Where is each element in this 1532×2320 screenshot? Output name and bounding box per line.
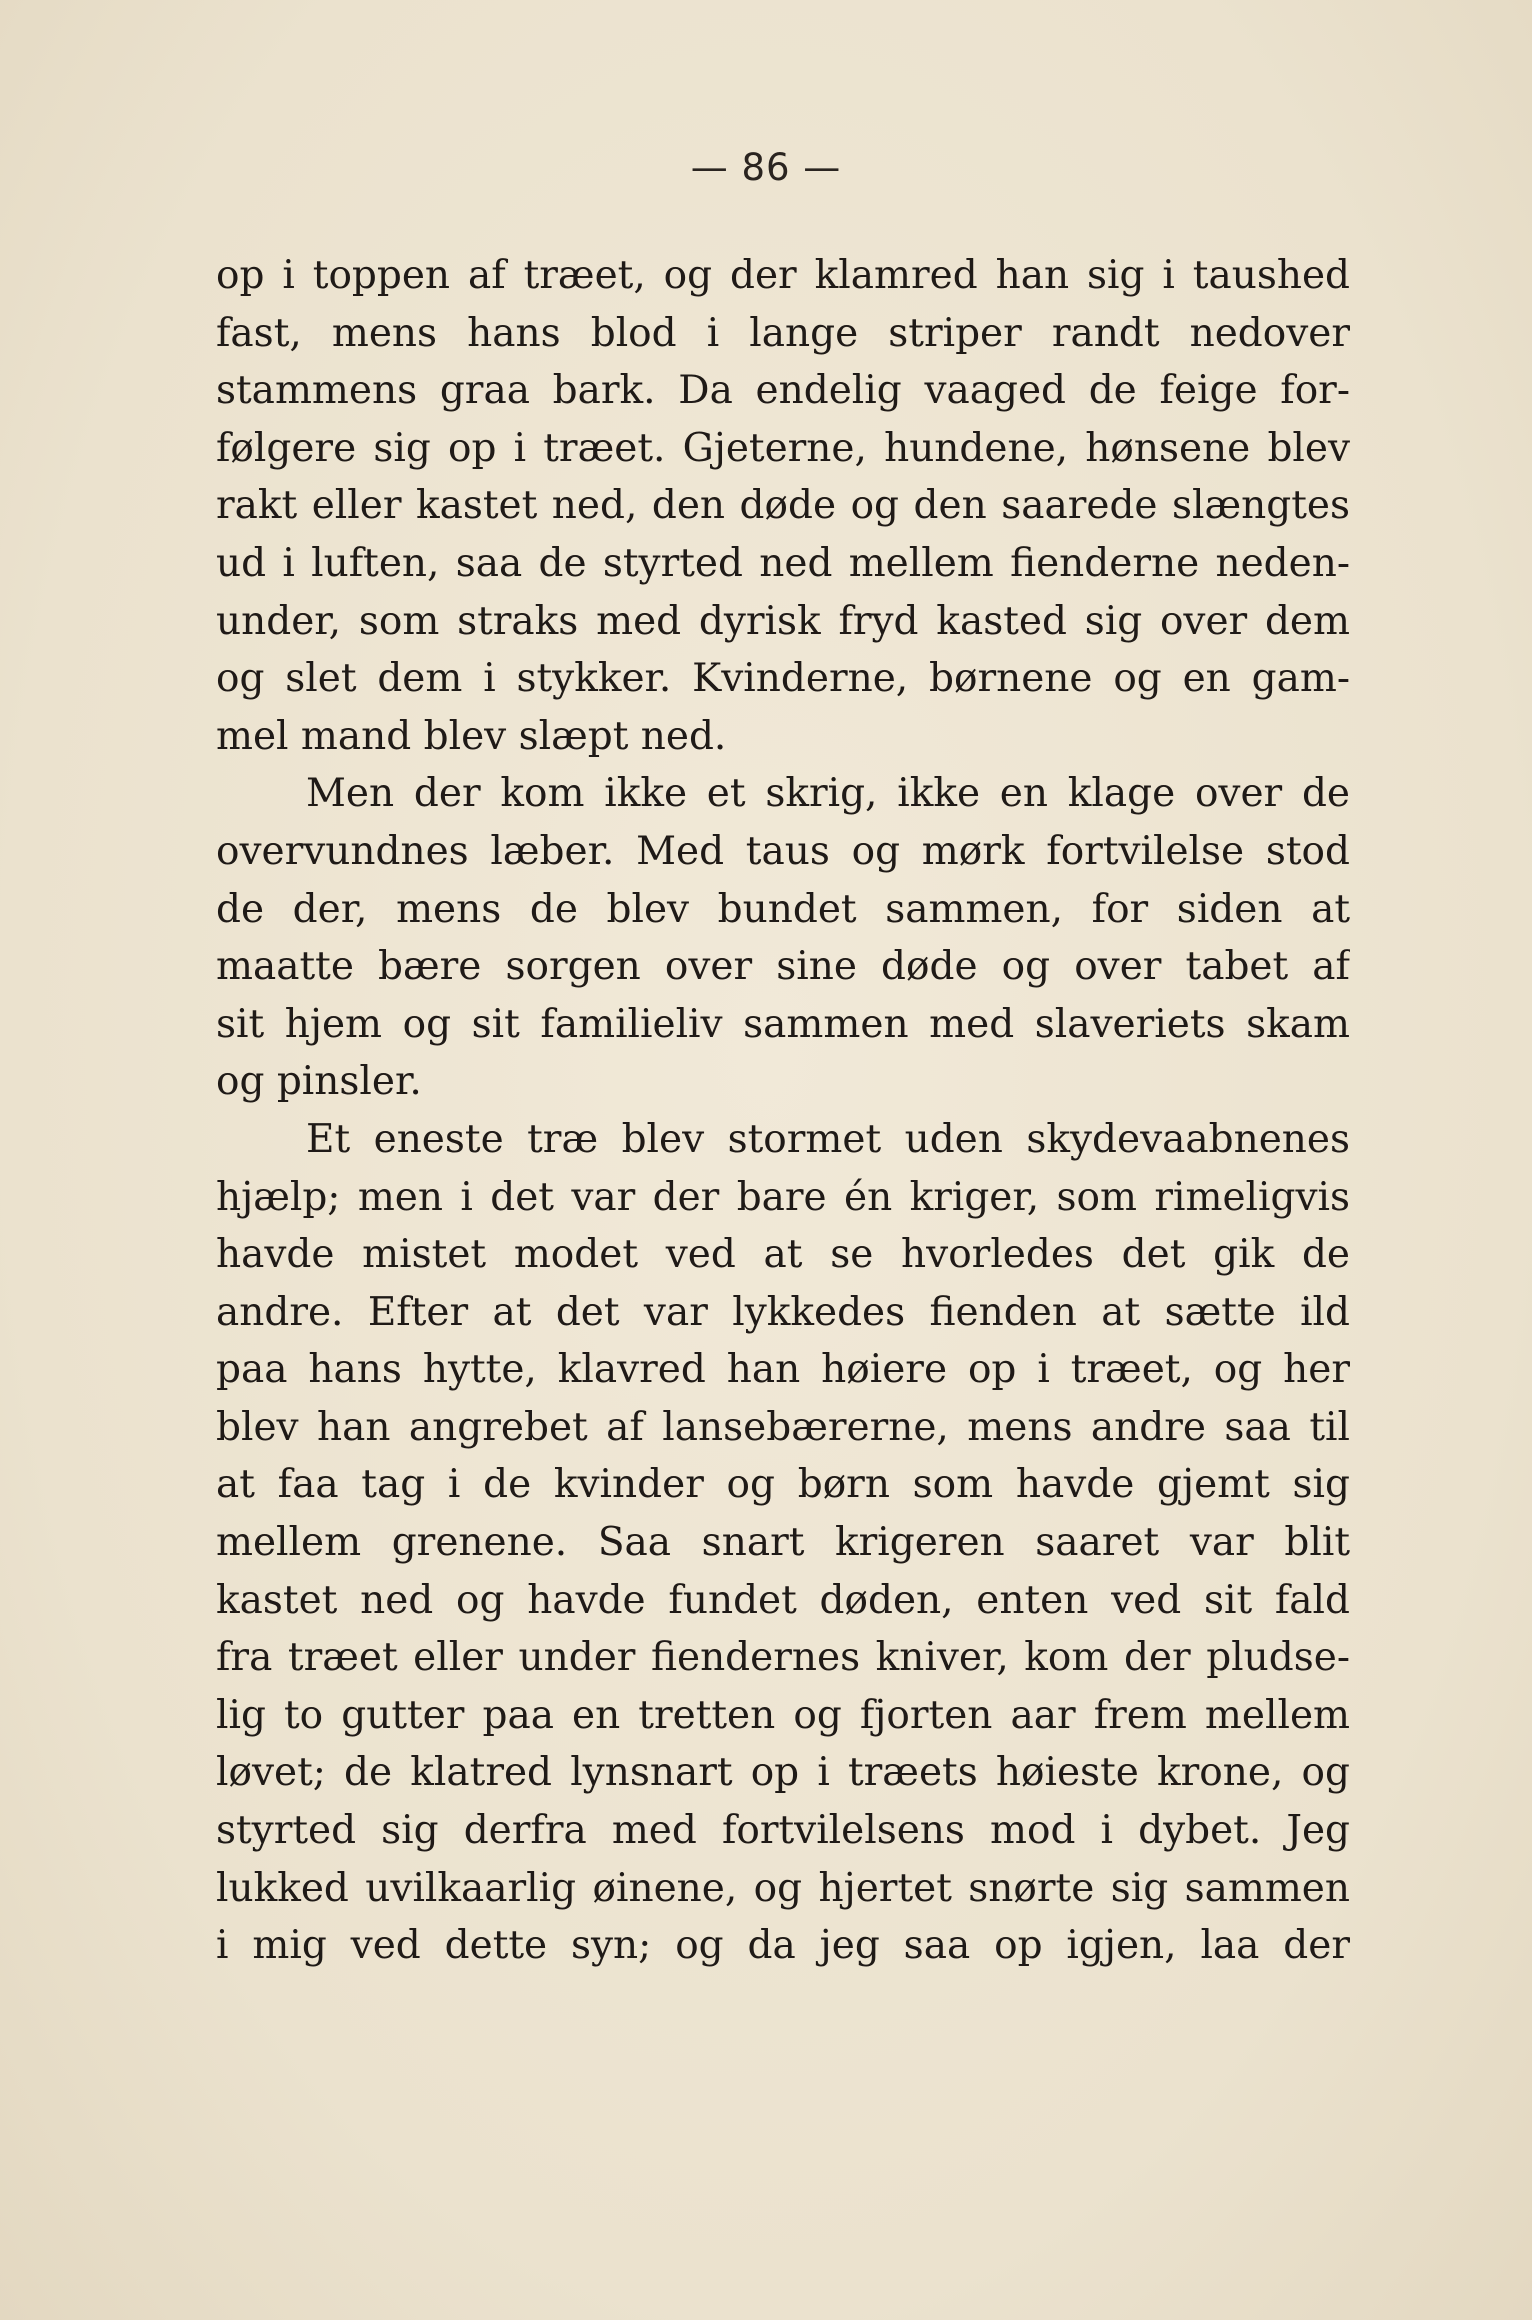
text-line: maatte bære sorgen over sine døde og over tabet af xyxy=(216,944,1350,990)
text-line: Et eneste træ blev stormet uden skydevaabnenes xyxy=(306,1116,1350,1162)
text-line: kastet ned og havde fundet døden, enten ved sit fald xyxy=(216,1577,1350,1623)
text-line: ud i luften, saa de styrted ned mellem fienderne neden- xyxy=(216,540,1350,586)
text-line: at faa tag i de kvinder og børn som havde gjemt sig xyxy=(216,1462,1350,1508)
text-line: mellem grenene. Saa snart krigeren saaret var blit xyxy=(216,1520,1350,1566)
body-text xyxy=(216,247,1350,1975)
paragraph xyxy=(216,1111,1350,1975)
text-line: følgere sig op i træet. Gjeterne, hundene, hønsene blev xyxy=(216,425,1350,471)
page-number: — 86 — xyxy=(690,146,842,189)
text-line: rakt eller kastet ned, den døde og den saarede slængtes xyxy=(216,483,1350,529)
text-line: og pinsler. xyxy=(216,1059,422,1105)
text-line: mel mand blev slæpt ned. xyxy=(216,713,727,759)
text-line: og slet dem i stykker. Kvinderne, børnene og en gam- xyxy=(216,656,1350,702)
text-line: under, som straks med dyrisk fryd kasted sig over dem xyxy=(216,598,1350,644)
text-line: op i toppen af træet, og der klamred han sig i taushed xyxy=(216,253,1350,298)
paragraph xyxy=(216,247,1350,765)
text-line: løvet; de klatred lynsnart op i træets høieste krone, og xyxy=(216,1750,1350,1796)
text-line: overvundnes læber. Med taus og mørk fortvilelse stod xyxy=(216,828,1350,874)
text-line: i mig ved dette syn; og da jeg saa op igjen, laa der xyxy=(216,1923,1350,1969)
text-line: lig to gutter paa en tretten og fjorten aar frem mellem xyxy=(216,1692,1350,1738)
text-line: andre. Efter at det var lykkedes fienden at sætte ild xyxy=(216,1289,1350,1335)
text-line: fast, mens hans blod i lange striper randt nedover xyxy=(216,310,1350,356)
text-line: stammens graa bark. Da endelig vaaged de feige for- xyxy=(216,368,1350,414)
text-line: styrted sig derfra med fortvilelsens mod i dybet. Jeg xyxy=(216,1808,1350,1854)
text-line: Men der kom ikke et skrig, ikke en klage over de xyxy=(306,771,1350,817)
text-line: havde mistet modet ved at se hvorledes det gik de xyxy=(216,1232,1350,1278)
paragraph xyxy=(216,765,1350,1111)
text-line: de der, mens de blev bundet sammen, for siden at xyxy=(216,886,1350,932)
text-line: lukked uvilkaarlig øinene, og hjertet snørte sig sammen xyxy=(216,1865,1350,1911)
text-line: sit hjem og sit familieliv sammen med slaveriets skam xyxy=(216,1001,1350,1047)
text-line: paa hans hytte, klavred han høiere op i træet, og her xyxy=(216,1347,1350,1393)
text-line: blev han angrebet af lansebærerne, mens andre saa til xyxy=(216,1404,1350,1450)
text-line: fra træet eller under fiendernes kniver, kom der pludse- xyxy=(216,1635,1350,1681)
text-line: hjælp; men i det var der bare én kriger, som rimeligvis xyxy=(216,1174,1350,1220)
